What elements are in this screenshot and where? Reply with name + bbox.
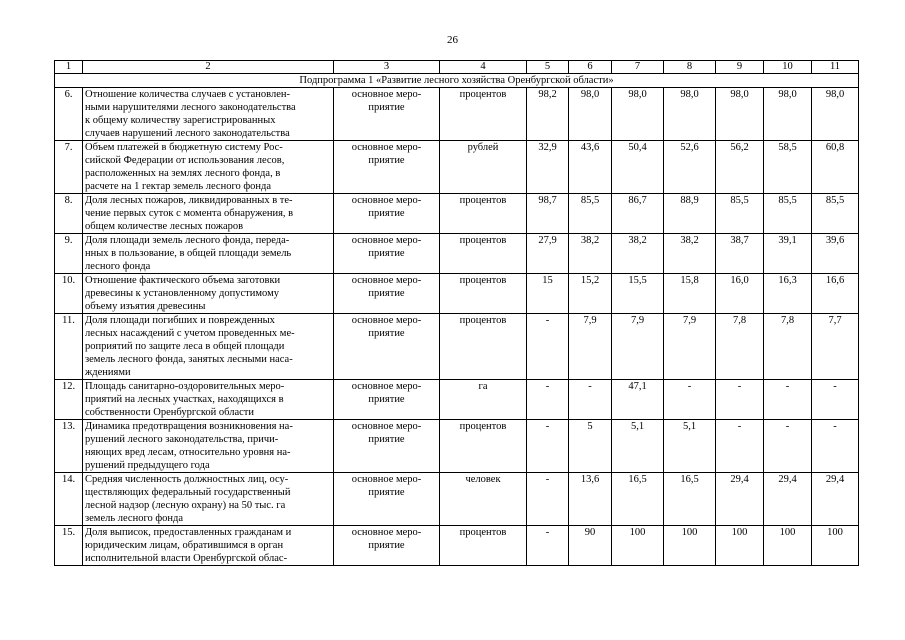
header-cell: 8 xyxy=(664,61,716,74)
value-cell: 56,2 xyxy=(716,141,764,194)
indicator-cell xyxy=(83,274,334,314)
indicator-line: Объем платежей в бюджетную систему Рос- xyxy=(85,142,283,153)
unit-cell: процентов xyxy=(440,314,527,380)
unit-cell: рублей xyxy=(440,141,527,194)
value-cell: 5,1 xyxy=(612,420,664,473)
value-cell: - xyxy=(664,380,716,420)
value-cell: 98,0 xyxy=(569,88,612,141)
value-cell: 38,2 xyxy=(664,234,716,274)
indicator-line: Доля лесных пожаров, ликвидированных в те- xyxy=(85,195,293,206)
indicator-line: расчете на 1 гектар земель лесного фонда xyxy=(85,181,272,192)
status-line: основное меро- xyxy=(351,195,422,206)
value-cell: 98,0 xyxy=(716,88,764,141)
unit-cell: процентов xyxy=(440,274,527,314)
status-line: основное меро- xyxy=(351,381,422,392)
status-cell xyxy=(334,380,440,420)
status-cell xyxy=(334,526,440,566)
table-row xyxy=(55,274,859,314)
indicator-line: древесины к установленному допустимому xyxy=(85,288,279,299)
indicator-cell xyxy=(83,526,334,566)
row-number: 13. xyxy=(55,420,83,473)
indicator-line: сийской Федерации от использования лесов, xyxy=(85,155,285,166)
value-cell: 32,9 xyxy=(527,141,569,194)
value-cell: 16,5 xyxy=(612,473,664,526)
value-cell: 85,5 xyxy=(764,194,812,234)
value-cell: - xyxy=(527,526,569,566)
row-number: 12. xyxy=(55,380,83,420)
value-cell: 98,2 xyxy=(527,88,569,141)
status-line: приятие xyxy=(368,328,405,339)
status-cell xyxy=(334,141,440,194)
indicator-line: лесных насаждений с учетом проведенных ме- xyxy=(85,328,295,339)
indicator-cell xyxy=(83,420,334,473)
indicator-line: земель лесного фонда, занятых лесными наса- xyxy=(85,354,293,365)
indicator-line: Динамика предотвращения возникновения на- xyxy=(85,421,293,432)
value-cell: 100 xyxy=(812,526,859,566)
value-cell: 98,7 xyxy=(527,194,569,234)
value-cell: 7,7 xyxy=(812,314,859,380)
indicator-line: исполнительной власти Оренбургской облас- xyxy=(85,553,288,564)
unit-cell: процентов xyxy=(440,526,527,566)
value-cell: 60,8 xyxy=(812,141,859,194)
status-cell xyxy=(334,473,440,526)
value-cell: 100 xyxy=(764,526,812,566)
status-line: основное меро- xyxy=(351,89,422,100)
table-row xyxy=(55,141,859,194)
indicator-line: к общему количеству зарегистрированных xyxy=(85,115,276,126)
indicator-line: няющих вред лесам, относительно уровня на- xyxy=(85,447,291,458)
row-number: 10. xyxy=(55,274,83,314)
value-cell: 16,6 xyxy=(812,274,859,314)
value-cell: 39,1 xyxy=(764,234,812,274)
indicator-cell xyxy=(83,314,334,380)
status-line: основное меро- xyxy=(351,527,422,538)
indicator-line: Отношение количества случаев с установлен- xyxy=(85,89,291,100)
indicator-line: объему изъятия древесины xyxy=(85,301,206,312)
value-cell: 85,5 xyxy=(812,194,859,234)
table-row xyxy=(55,420,859,473)
status-line: приятие xyxy=(368,155,405,166)
indicator-line: рушений лесного законодательства, причи- xyxy=(85,434,279,445)
page-number: 26 xyxy=(447,34,458,46)
status-line: основное меро- xyxy=(351,421,422,432)
value-cell: 85,5 xyxy=(569,194,612,234)
value-cell: 100 xyxy=(664,526,716,566)
value-cell: 7,8 xyxy=(764,314,812,380)
table-row xyxy=(55,194,859,234)
indicator-cell xyxy=(83,380,334,420)
table-row xyxy=(55,380,859,420)
value-cell: 15,2 xyxy=(569,274,612,314)
unit-cell: процентов xyxy=(440,420,527,473)
status-line: приятие xyxy=(368,208,405,219)
subprogram-row xyxy=(55,74,859,88)
status-cell xyxy=(334,274,440,314)
header-cell: 6 xyxy=(569,61,612,74)
value-cell: - xyxy=(527,314,569,380)
table-row xyxy=(55,234,859,274)
value-cell: 47,1 xyxy=(612,380,664,420)
unit-cell: процентов xyxy=(440,88,527,141)
header-cell: 10 xyxy=(764,61,812,74)
status-cell xyxy=(334,420,440,473)
indicator-line: Площадь санитарно-оздоровительных меро- xyxy=(85,381,285,392)
row-number: 11. xyxy=(55,314,83,380)
unit-cell: процентов xyxy=(440,234,527,274)
value-cell: 88,9 xyxy=(664,194,716,234)
status-cell xyxy=(334,314,440,380)
value-cell: 98,0 xyxy=(812,88,859,141)
header-cell: 9 xyxy=(716,61,764,74)
value-cell: 100 xyxy=(716,526,764,566)
header-cell: 7 xyxy=(612,61,664,74)
unit-cell: га xyxy=(440,380,527,420)
value-cell: 29,4 xyxy=(716,473,764,526)
table-row xyxy=(55,526,859,566)
status-line: приятие xyxy=(368,487,405,498)
value-cell: 29,4 xyxy=(812,473,859,526)
value-cell: - xyxy=(812,380,859,420)
indicator-line: Доля выписок, предоставленных гражданам и xyxy=(85,527,292,538)
status-line: основное меро- xyxy=(351,474,422,485)
value-cell: 16,5 xyxy=(664,473,716,526)
unit-cell: человек xyxy=(440,473,527,526)
value-cell: 98,0 xyxy=(664,88,716,141)
value-cell: 27,9 xyxy=(527,234,569,274)
indicator-line: Доля площади погибших и поврежденных xyxy=(85,315,275,326)
indicator-line: ществляющих федеральный государственный xyxy=(85,487,291,498)
status-cell xyxy=(334,194,440,234)
indicator-line: собственности Оренбургской области xyxy=(85,407,254,418)
value-cell: - xyxy=(812,420,859,473)
indicator-line: нных в пользование, в общей площади земель xyxy=(85,248,292,259)
value-cell: 50,4 xyxy=(612,141,664,194)
status-line: приятие xyxy=(368,394,405,405)
indicator-line: чение первых суток с момента обнаружения, в xyxy=(85,208,294,219)
header-cell: 5 xyxy=(527,61,569,74)
status-line: основное меро- xyxy=(351,235,422,246)
value-cell: - xyxy=(764,420,812,473)
status-line: приятие xyxy=(368,248,405,259)
indicator-line: Доля площади земель лесного фонда, переда- xyxy=(85,235,290,246)
value-cell: 15,5 xyxy=(612,274,664,314)
value-cell: - xyxy=(527,473,569,526)
indicator-line: приятий на лесных участках, находящихся в xyxy=(85,394,284,405)
value-cell: 7,9 xyxy=(612,314,664,380)
value-cell: 13,6 xyxy=(569,473,612,526)
row-number: 14. xyxy=(55,473,83,526)
value-cell: 7,9 xyxy=(664,314,716,380)
status-line: приятие xyxy=(368,288,405,299)
table-row xyxy=(55,88,859,141)
value-cell: 38,2 xyxy=(569,234,612,274)
value-cell: 98,0 xyxy=(612,88,664,141)
value-cell: 15 xyxy=(527,274,569,314)
value-cell: 43,6 xyxy=(569,141,612,194)
indicators-table xyxy=(54,60,859,566)
value-cell: - xyxy=(569,380,612,420)
row-number: 6. xyxy=(55,88,83,141)
table-row xyxy=(55,473,859,526)
value-cell: 5,1 xyxy=(664,420,716,473)
indicator-line: случаев нарушений лесного законодательства xyxy=(85,128,290,139)
value-cell: 16,0 xyxy=(716,274,764,314)
value-cell: 38,7 xyxy=(716,234,764,274)
value-cell: 7,8 xyxy=(716,314,764,380)
row-number: 15. xyxy=(55,526,83,566)
value-cell: - xyxy=(527,420,569,473)
row-number: 8. xyxy=(55,194,83,234)
header-row xyxy=(55,61,859,74)
indicator-cell xyxy=(83,141,334,194)
status-line: основное меро- xyxy=(351,315,422,326)
value-cell: 52,6 xyxy=(664,141,716,194)
indicator-line: роприятий по защите леса в общей площади xyxy=(85,341,285,352)
row-number: 9. xyxy=(55,234,83,274)
indicator-line: земель лесного фонда xyxy=(85,513,184,524)
indicator-cell xyxy=(83,194,334,234)
status-line: основное меро- xyxy=(351,142,422,153)
table-row xyxy=(55,314,859,380)
value-cell: - xyxy=(716,380,764,420)
status-cell xyxy=(334,88,440,141)
value-cell: - xyxy=(527,380,569,420)
indicator-line: лесного фонда xyxy=(85,261,151,272)
value-cell: - xyxy=(716,420,764,473)
indicator-line: лесной надзор (лесную охрану) на 50 тыс. га xyxy=(85,500,286,511)
indicator-line: ными нарушителями лесного законодательства xyxy=(85,102,296,113)
unit-cell: процентов xyxy=(440,194,527,234)
indicator-cell xyxy=(83,88,334,141)
value-cell: 5 xyxy=(569,420,612,473)
indicator-line: общем количестве лесных пожаров xyxy=(85,221,244,232)
header-cell: 2 xyxy=(83,61,334,74)
indicator-line: расположенных на землях лесного фонда, в xyxy=(85,168,281,179)
header-cell: 1 xyxy=(55,61,83,74)
value-cell: 16,3 xyxy=(764,274,812,314)
value-cell: 90 xyxy=(569,526,612,566)
indicator-line: Средняя численность должностных лиц, осу- xyxy=(85,474,289,485)
value-cell: 58,5 xyxy=(764,141,812,194)
value-cell: 98,0 xyxy=(764,88,812,141)
status-line: приятие xyxy=(368,434,405,445)
status-line: основное меро- xyxy=(351,275,422,286)
status-cell xyxy=(334,234,440,274)
header-cell: 3 xyxy=(334,61,440,74)
status-line: приятие xyxy=(368,102,405,113)
value-cell: 85,5 xyxy=(716,194,764,234)
value-cell: 100 xyxy=(612,526,664,566)
value-cell: 86,7 xyxy=(612,194,664,234)
indicator-line: ждениями xyxy=(85,367,131,378)
indicator-cell xyxy=(83,234,334,274)
indicator-cell xyxy=(83,473,334,526)
value-cell: 39,6 xyxy=(812,234,859,274)
value-cell: 7,9 xyxy=(569,314,612,380)
row-number: 7. xyxy=(55,141,83,194)
indicator-line: юридическим лицам, обратившимся в орган xyxy=(85,540,284,551)
indicator-line: рушений предыдущего года xyxy=(85,460,210,471)
status-line: приятие xyxy=(368,540,405,551)
value-cell: 29,4 xyxy=(764,473,812,526)
header-cell: 4 xyxy=(440,61,527,74)
subprogram-title: Подпрограмма 1 «Развитие лесного хозяйства Оренбургской области» xyxy=(55,74,859,88)
value-cell: - xyxy=(764,380,812,420)
value-cell: 15,8 xyxy=(664,274,716,314)
value-cell: 38,2 xyxy=(612,234,664,274)
header-cell: 11 xyxy=(812,61,859,74)
indicator-line: Отношение фактического объема заготовки xyxy=(85,275,281,286)
